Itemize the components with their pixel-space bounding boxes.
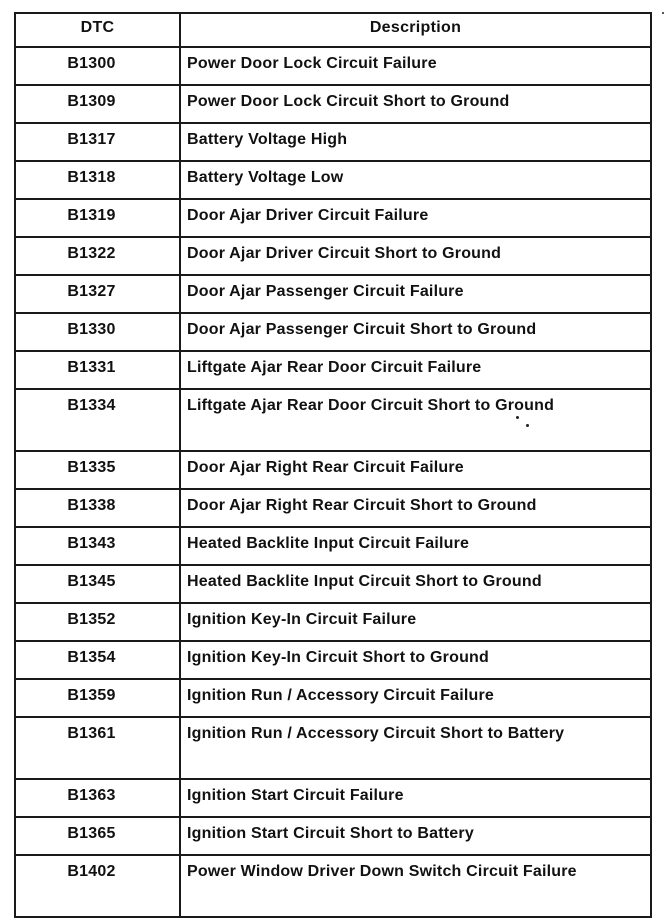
dtc-description: Door Ajar Passenger Circuit Short to Ground [180,313,651,351]
table-row [15,603,651,641]
dtc-code: B1343 [15,527,180,565]
column-header-dtc: DTC [15,13,180,47]
dtc-document [14,12,650,918]
dtc-description: Ignition Key-In Circuit Failure [180,603,651,641]
dtc-description: Liftgate Ajar Rear Door Circuit Failure [180,351,651,389]
dtc-code: B1352 [15,603,180,641]
table-row [15,779,651,817]
table-row [15,817,651,855]
table-row [15,123,651,161]
dtc-description: Door Ajar Driver Circuit Short to Ground [180,237,651,275]
dtc-description: Power Door Lock Circuit Failure [180,47,651,85]
dtc-code: B1331 [15,351,180,389]
table-row [15,717,651,779]
dtc-code: B1318 [15,161,180,199]
dtc-code: B1354 [15,641,180,679]
table-row [15,313,651,351]
scan-speck [516,416,519,419]
dtc-code: B1317 [15,123,180,161]
table-header-row [15,13,651,47]
dtc-description: Heated Backlite Input Circuit Short to Ground [180,565,651,603]
dtc-code: B1309 [15,85,180,123]
dtc-description: Ignition Start Circuit Failure [180,779,651,817]
table-row [15,85,651,123]
dtc-description: Heated Backlite Input Circuit Failure [180,527,651,565]
table-row [15,565,651,603]
dtc-code: B1319 [15,199,180,237]
dtc-code: B1330 [15,313,180,351]
table-row [15,451,651,489]
scan-speck [662,12,664,14]
dtc-description: Liftgate Ajar Rear Door Circuit Short to Ground [180,389,651,451]
table-row [15,855,651,917]
table-row [15,489,651,527]
column-header-description: Description [180,13,651,47]
dtc-code: B1365 [15,817,180,855]
dtc-description: Power Door Lock Circuit Short to Ground [180,85,651,123]
dtc-description: Battery Voltage Low [180,161,651,199]
dtc-code: B1338 [15,489,180,527]
table-row [15,237,651,275]
dtc-description: Door Ajar Driver Circuit Failure [180,199,651,237]
dtc-table [14,12,652,918]
dtc-description: Power Window Driver Down Switch Circuit Failure [180,855,651,917]
dtc-description: Battery Voltage High [180,123,651,161]
table-row [15,161,651,199]
dtc-code: B1335 [15,451,180,489]
dtc-code: B1359 [15,679,180,717]
table-row [15,679,651,717]
table-row [15,275,651,313]
table-row [15,527,651,565]
table-row [15,389,651,451]
dtc-description: Door Ajar Right Rear Circuit Short to Ground [180,489,651,527]
dtc-description: Ignition Run / Accessory Circuit Short to Battery [180,717,651,779]
table-row [15,199,651,237]
table-row [15,351,651,389]
dtc-code: B1402 [15,855,180,917]
dtc-code: B1300 [15,47,180,85]
dtc-code: B1363 [15,779,180,817]
dtc-code: B1322 [15,237,180,275]
dtc-description: Ignition Run / Accessory Circuit Failure [180,679,651,717]
scan-speck [526,424,529,427]
table-row [15,641,651,679]
dtc-code: B1345 [15,565,180,603]
dtc-code: B1361 [15,717,180,779]
dtc-code: B1334 [15,389,180,451]
dtc-description: Door Ajar Passenger Circuit Failure [180,275,651,313]
dtc-description: Ignition Key-In Circuit Short to Ground [180,641,651,679]
dtc-code: B1327 [15,275,180,313]
table-row [15,47,651,85]
dtc-description: Ignition Start Circuit Short to Battery [180,817,651,855]
dtc-description: Door Ajar Right Rear Circuit Failure [180,451,651,489]
